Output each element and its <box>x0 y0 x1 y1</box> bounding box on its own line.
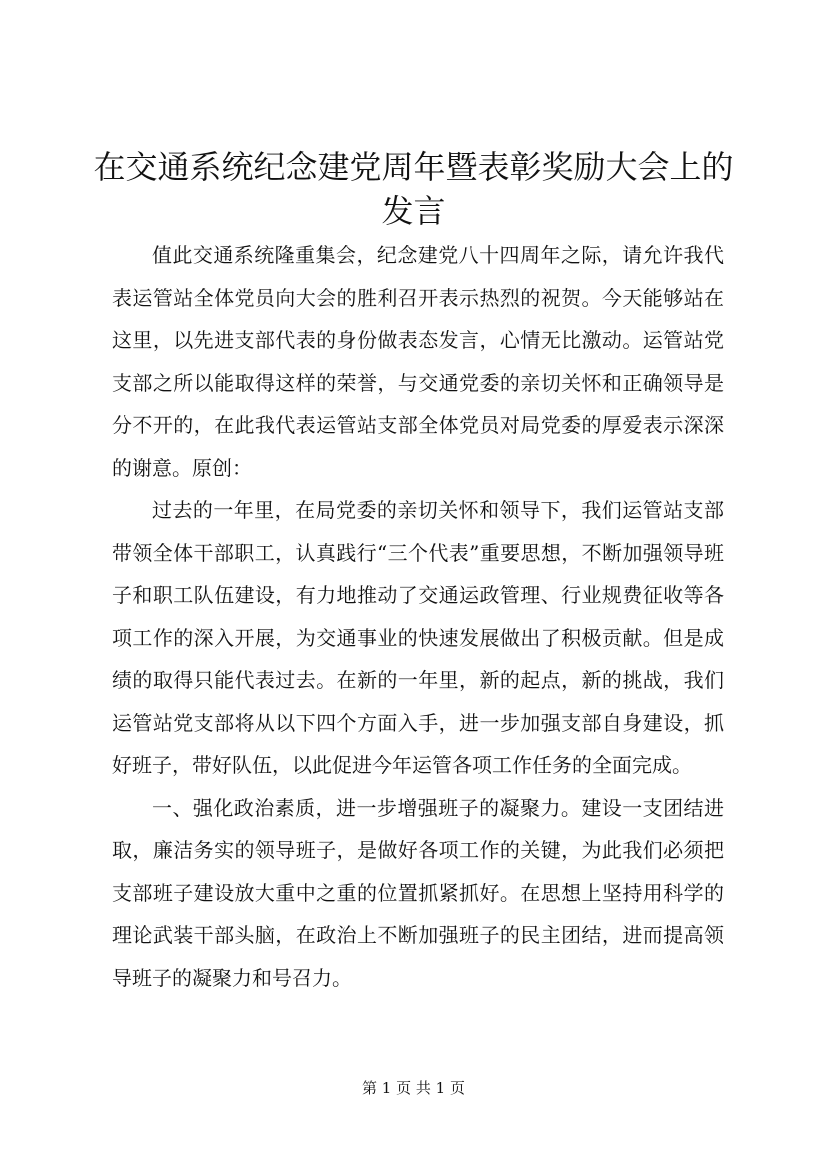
document-body <box>112 234 724 999</box>
page-number-footer: 第 1 页 共 1 页 <box>362 1079 465 1097</box>
paragraph: 一、强化政治素质，进一步增强班子的凝聚力。建设一支团结进取，廉洁务实的领导班子，是做好各项工作的关键，为此我们必须把支部班子建设放大重中之重的位置抓紧抓好。在思想上坚持用科学的理论武装干部头脑，在政治上不断加强班子的民主团结，进而提高领导班子的凝聚力和号召力。 <box>112 795 724 990</box>
document-title: 在交通系统纪念建党周年暨表彰奖励大会上的发言 <box>93 148 734 230</box>
paragraph: 值此交通系统隆重集会，纪念建党八十四周年之际，请允许我代表运管站全体党员向大会的胜利召开表示热烈的祝贺。今天能够站在这里，以先进支部代表的身份做表态发言，心情无比激动。运管站党支部之所以能取得这样的荣誉，与交通党委的亲切关怀和正确领导是分不开的，在此我代表运管站支部全体党员对局党委的厚爱表示深深的谢意。原创： <box>112 243 724 480</box>
paragraph: 过去的一年里，在局党委的亲切关怀和领导下，我们运管站支部带领全体干部职工，认真践行“三个代表”重要思想，不断加强领导班子和职工队伍建设，有力地推动了交通运政管理、行业规费征收等各项工作的深入开展，为交通事业的快速发展做出了积极贡献。但是成绩的取得只能代表过去。在新的一年里，新的起点，新的挑战，我们运管站党支部将从以下四个方面入手，进一步加强支部自身建设，抓好班子，带好队伍，以此促进今年运管各项工作任务的全面完成。 <box>112 498 724 777</box>
